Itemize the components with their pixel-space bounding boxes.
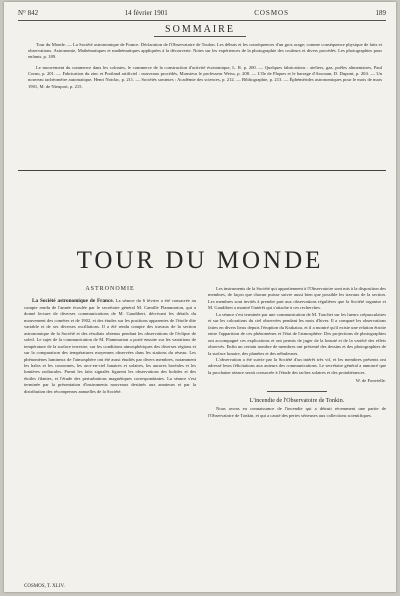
sommaire-rule (154, 36, 246, 37)
sommaire-paragraph: Tour du Monde. — La Société astronomique de France. Déclaration de l'Observatoire de Toulon. Les débuts et les conséquences d'un gros orage; comme conséquence physique de faits et observations. Astronomie, Mathématiques et mathématiques appliquées à la découverte. Notes sur les expériences de la photographie des couleurs et divers procédés. Les photographies pour enfants. p. 189. (28, 42, 382, 60)
header-date: 14 février 1901 (124, 9, 168, 17)
article-paragraph (24, 298, 196, 395)
article-paragraph: Les instruments de la Société qui appartiennent à l'Observatoire sont mis à la disposition des membres, de façon que chacun puisse suivre aussi bien que possible les travaux de la section. Les membres sont invités à prendre part aux observations régulières que la Société organise et M. Gaudibert a montré l'intérêt qui s'attache à ces recherches. (208, 286, 386, 311)
left-column (24, 286, 196, 395)
article-subheading: La Société astronomique de France. (32, 298, 114, 305)
article-paragraph: La séance s'est terminée par une communication de M. Touchet sur les lueurs crépusculaires et sur les colorations du ciel observées pendant les mois d'hiver. Il a comparé les observations faites en divers lieux depuis l'éruption du Krakatoa, et il a montré qu'il existe une relation étroite entre l'apparition de ces phénomènes et l'état de l'atmosphère. Des projections de photographies ont accompagné ces explications et ont permis de juger de la beauté et de la variété des effets observés. Enfin un certain nombre de membres ont présenté des dessins et des photographies de la surface lunaire, des planètes et des nébuleuses. (208, 311, 386, 356)
author-signature: W. de Fonvielle. (355, 378, 386, 384)
section-divider (18, 170, 386, 171)
page-title: TOUR DU MONDE (76, 246, 324, 274)
running-header (18, 6, 386, 21)
header-issue: N° 842 (18, 9, 39, 17)
sommaire-paragraph: Le mouvement du commerce dans les colonies, le commerce de la construction d'activité économique, L. R. p. 200. — Quelques fabrications : ateliers, gaz, poêles alimentaires, Paul Cornu, p. 201. — Fabrication du zinc et Portland artificiel : nouveaux procédés, Monsieur le professeur Weiss, p. 208. — L'île de Pâques et le barrage d'Assouan, D. Dupont, p. 204. — Un nouveau tachéomètre automatique, Henri Noirlac, p. 211. — Sociétés savantes : Académie des sciences, p. 212. — Bibliographie, p. 213. — Éphémérides astronomiques pour le mois de mars 1901, M. de Nieuport, p. 215. (28, 65, 382, 89)
sommaire-body (28, 42, 382, 95)
page-footer: COSMOS, T. XLIV. (24, 584, 65, 589)
divider (267, 391, 327, 392)
section-heading: L'incendie de l'Observatoire de Tonkin. (249, 397, 345, 404)
header-journal: COSMOS (254, 9, 289, 17)
sommaire-title: SOMMAIRE (165, 24, 235, 35)
article-text: La séance du 6 février a été consacrée au compte rendu de l'année écoulée par le secrétaire général M. Camille Flammarion, qui a donné lecture de diverses communications de M. Gaudibert, décrivant les détails du mouvement des comètes et de 1902, et des études sur les positions apparentes de l'étoile dite variable et de ses diverses oscillations. Il a été rendu compte des travaux de la section astronomique de la Société et des résultats obtenus pendant les observations de l'éclipse de soleil. Le sujet de la communication de M. Flammarion a porté ensuite sur les variations de température de la surface terrestre, sur les conditions atmosphériques des diverses régions et sur la comparaison des températures moyennes observées dans les stations du réseau. Les phénomènes lumineux de l'atmosphère ont été aussi étudiés par divers membres, notamment les halos et les couronnes, les arcs-en-ciel lunaires et solaires, les aurores boréales et les lumières zodiacales. Parmi les faits signalés figurent les observations des bolides et des étoiles filantes, et l'étude des perturbations magnétiques correspondantes. La séance s'est terminée par la présentation d'instruments nouveaux destinés aux amateurs et par la distribution des récompenses annuelles de la Société. (24, 298, 197, 394)
article-paragraph: L'observation a été suivie par la Société d'un intérêt très vif, et les membres présents ont adressé leurs félicitations aux auteurs des communications. Le secrétaire général a annoncé que la prochaine séance serait consacrée à l'étude des taches solaires et des protubérances. (208, 356, 386, 375)
page (4, 2, 396, 592)
header-page-number: 189 (375, 9, 386, 17)
right-column (208, 286, 386, 419)
section-heading: ASTRONOMIE (85, 286, 135, 292)
article-paragraph: Nous avons eu connaissance de l'incendie qui a détruit récemment une partie de l'Observatoire de Tonkin, et qui a causé des pertes sérieuses aux collections scientifiques. (208, 406, 386, 418)
